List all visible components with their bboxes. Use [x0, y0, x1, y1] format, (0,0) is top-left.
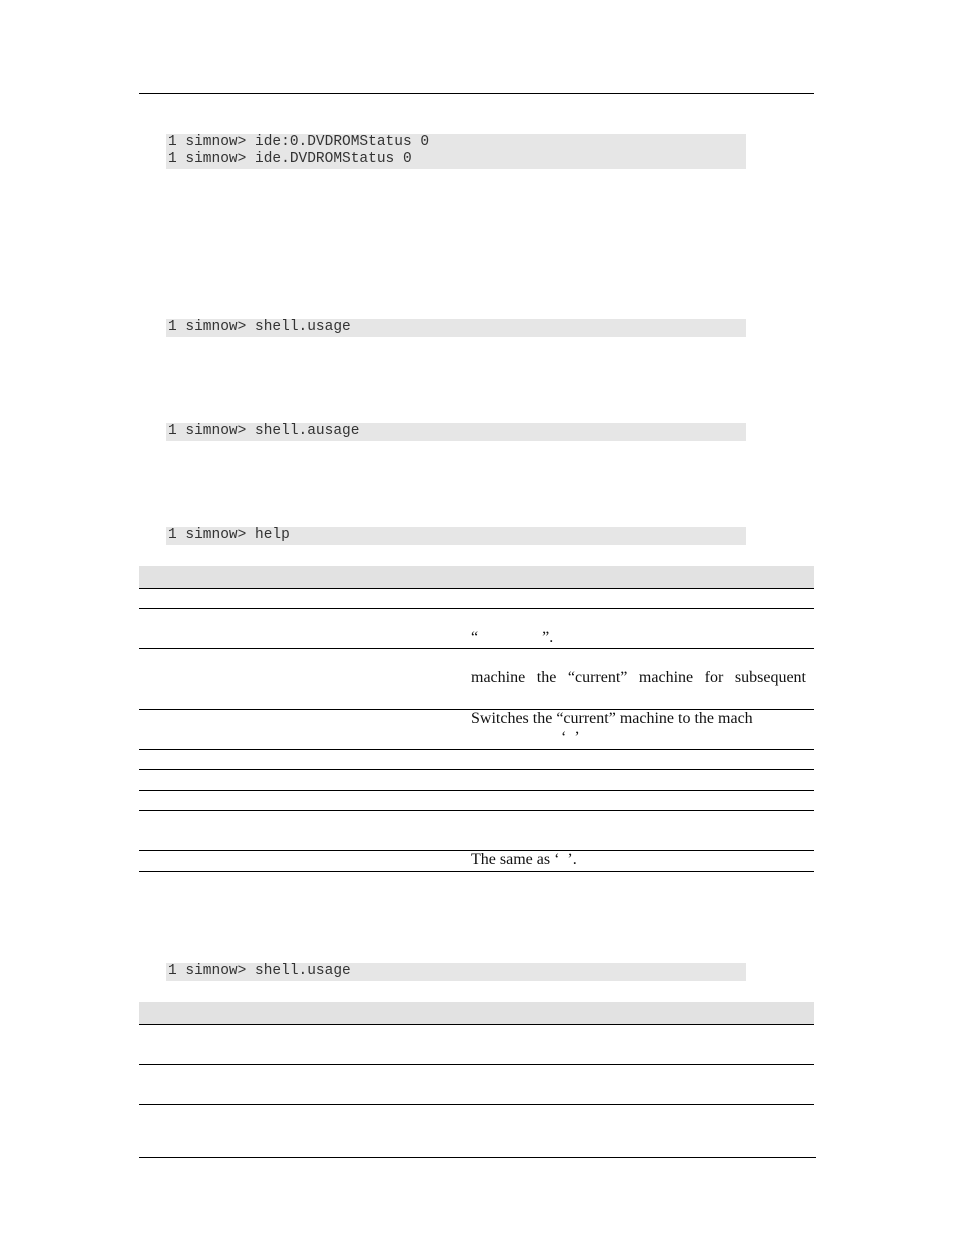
table1-rule [139, 588, 814, 589]
code-line: 1 simnow> shell.ausage [168, 423, 360, 439]
table2-rule [139, 1064, 814, 1065]
table1-rule [139, 749, 814, 750]
table1-row-desc: Switches the “current” machine to the mach [471, 710, 753, 727]
code-block-dvdrom-status [166, 134, 746, 169]
table1-rule [139, 608, 814, 609]
code-line: 1 simnow> ide.DVDROMStatus 0 [168, 151, 412, 167]
code-block-shell-usage-2 [166, 963, 746, 981]
code-line: 1 simnow> shell.usage [168, 319, 351, 335]
footer-rule [139, 1157, 816, 1158]
table1-rule [139, 790, 814, 791]
code-line: 1 simnow> shell.usage [168, 963, 351, 979]
code-block-help [166, 527, 746, 545]
table2-rule [139, 1024, 814, 1025]
header-rule [139, 93, 814, 94]
code-line: 1 simnow> ide:0.DVDROMStatus 0 [168, 134, 430, 150]
table1-row-desc: The same as ‘ ’. [471, 851, 577, 868]
code-block-shell-ausage [166, 423, 746, 441]
table2-header [139, 1002, 814, 1024]
code-block-shell-usage [166, 319, 746, 337]
table1-row-desc: “ ”. [471, 629, 554, 646]
table1-rule [139, 810, 814, 811]
table2-rule [139, 1104, 814, 1105]
table1-rule [139, 769, 814, 770]
table1-row-desc: ‘ ’ [561, 729, 580, 746]
table1-rule [139, 871, 814, 872]
table1-header [139, 566, 814, 588]
code-line: 1 simnow> help [168, 527, 290, 543]
table1-rule [139, 648, 814, 649]
table1-row-desc: machine the “current” machine for subsequent [471, 669, 806, 686]
